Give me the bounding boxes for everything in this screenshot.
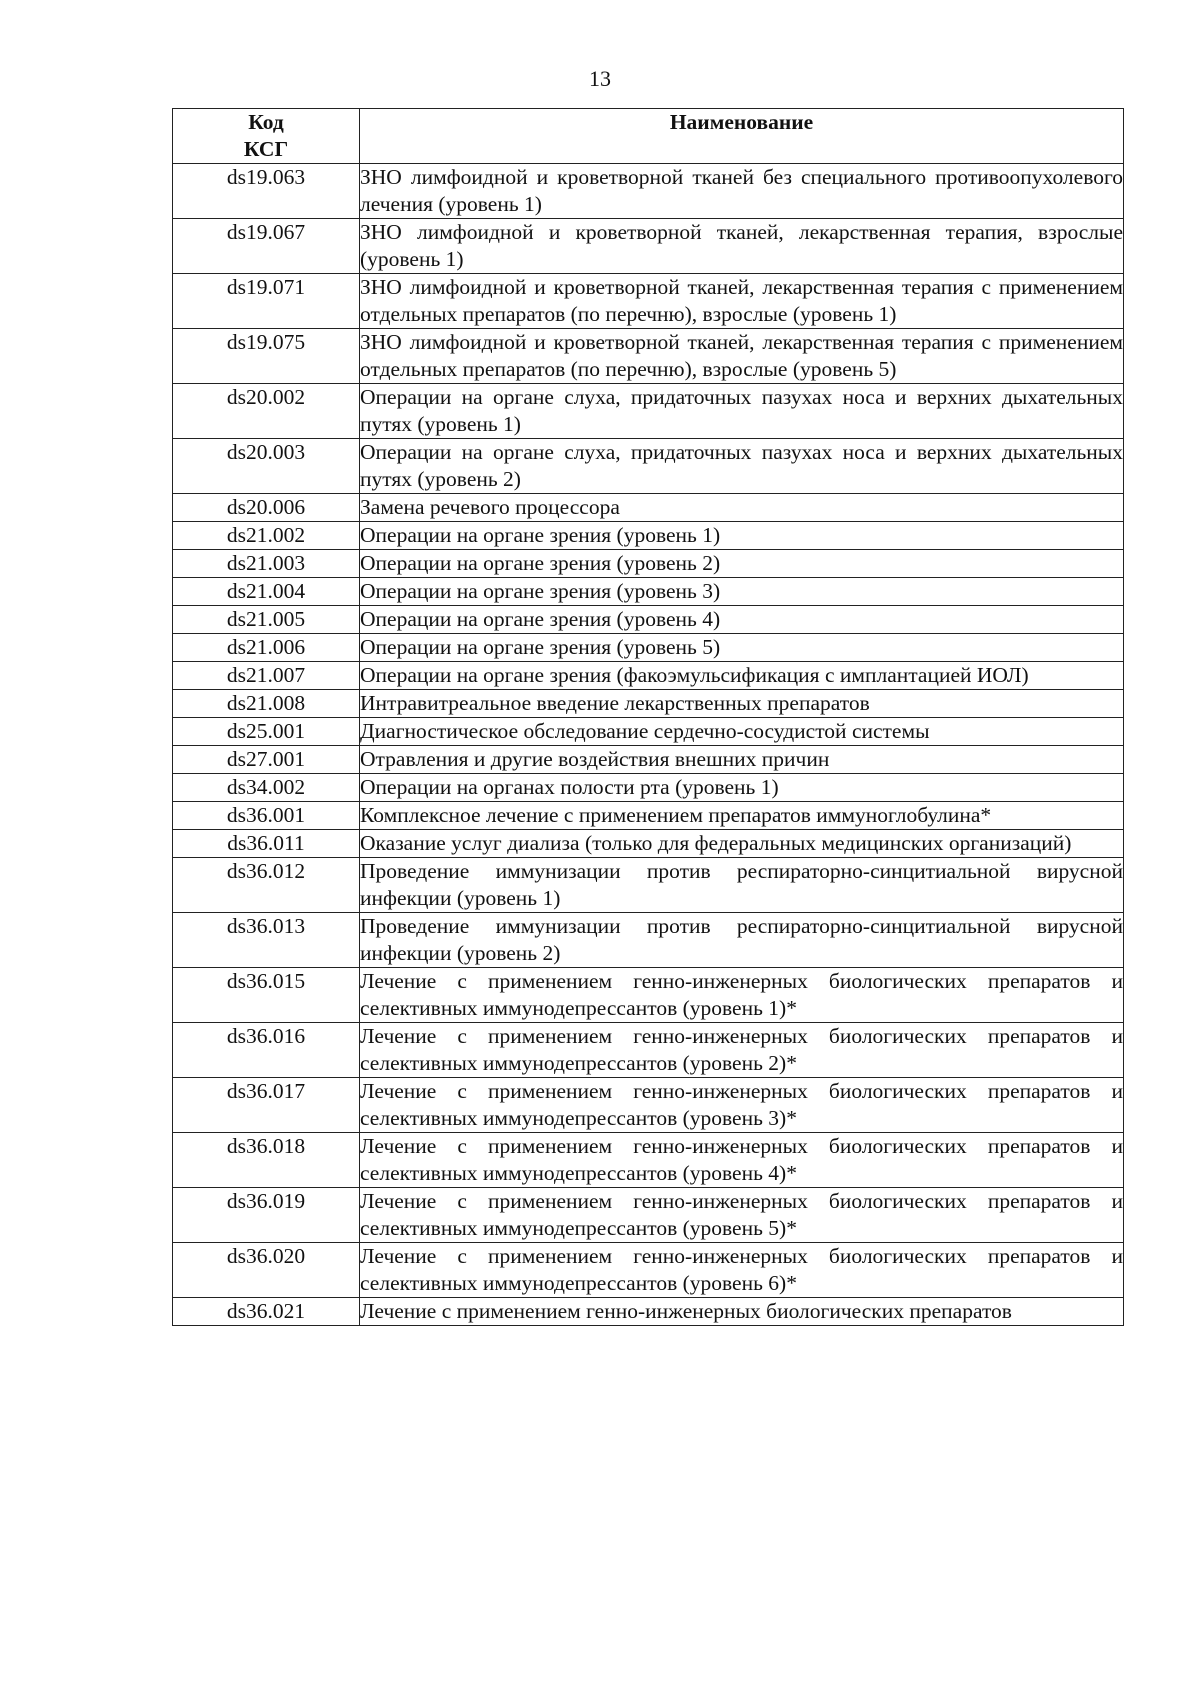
table-row bbox=[173, 746, 1124, 774]
table-row bbox=[173, 858, 1124, 913]
row-code: ds36.012 bbox=[173, 858, 360, 913]
row-name: ЗНО лимфоидной и кроветворной тканей, лекарственная терапия с применением отдельных препаратов (по перечню), взрослые (уровень 1) bbox=[360, 274, 1124, 329]
row-code: ds19.067 bbox=[173, 219, 360, 274]
page-number: 13 bbox=[589, 66, 611, 91]
row-code: ds27.001 bbox=[173, 746, 360, 774]
row-name: ЗНО лимфоидной и кроветворной тканей без специального противоопухолевого лечения (уровень 1) bbox=[360, 164, 1124, 219]
row-name: Операции на органах полости рта (уровень 1) bbox=[360, 774, 1124, 802]
row-code: ds19.063 bbox=[173, 164, 360, 219]
row-code: ds36.021 bbox=[173, 1298, 360, 1326]
table-row bbox=[173, 439, 1124, 494]
row-name: Операции на органе зрения (уровень 4) bbox=[360, 606, 1124, 634]
row-code: ds36.011 bbox=[173, 830, 360, 858]
table-row bbox=[173, 968, 1124, 1023]
row-code: ds36.016 bbox=[173, 1023, 360, 1078]
row-name: Операции на органе зрения (уровень 5) bbox=[360, 634, 1124, 662]
row-name: Операции на органе зрения (уровень 2) bbox=[360, 550, 1124, 578]
table-row bbox=[173, 578, 1124, 606]
row-code: ds25.001 bbox=[173, 718, 360, 746]
row-code: ds36.015 bbox=[173, 968, 360, 1023]
row-code: ds34.002 bbox=[173, 774, 360, 802]
row-name: Отравления и другие воздействия внешних причин bbox=[360, 746, 1124, 774]
header-code-line2: КСГ bbox=[243, 137, 289, 161]
row-name: Лечение с применением генно-инженерных биологических препаратов и селективных иммунодепрессантов (уровень 5)* bbox=[360, 1188, 1124, 1243]
table-row bbox=[173, 329, 1124, 384]
table-row bbox=[173, 274, 1124, 329]
row-name: Интравитреальное введение лекарственных препаратов bbox=[360, 690, 1124, 718]
row-code: ds36.013 bbox=[173, 913, 360, 968]
row-name: Операции на органе слуха, придаточных пазухах носа и верхних дыхательных путях (уровень 1) bbox=[360, 384, 1124, 439]
row-name: Лечение с применением генно-инженерных биологических препаратов и селективных иммунодепрессантов (уровень 2)* bbox=[360, 1023, 1124, 1078]
row-code: ds36.019 bbox=[173, 1188, 360, 1243]
table-row bbox=[173, 1078, 1124, 1133]
row-name: Проведение иммунизации против респираторно-синцитиальной вирусной инфекции (уровень 1) bbox=[360, 858, 1124, 913]
row-name: Операции на органе зрения (уровень 1) bbox=[360, 522, 1124, 550]
row-name: Операции на органе зрения (факоэмульсификация с имплантацией ИОЛ) bbox=[360, 662, 1124, 690]
row-name: ЗНО лимфоидной и кроветворной тканей, лекарственная терапия с применением отдельных препаратов (по перечню), взрослые (уровень 5) bbox=[360, 329, 1124, 384]
row-code: ds21.005 bbox=[173, 606, 360, 634]
row-code: ds19.075 bbox=[173, 329, 360, 384]
table-row bbox=[173, 550, 1124, 578]
table-row bbox=[173, 1243, 1124, 1298]
row-code: ds20.003 bbox=[173, 439, 360, 494]
table-row bbox=[173, 1023, 1124, 1078]
table-row bbox=[173, 634, 1124, 662]
table-row bbox=[173, 1133, 1124, 1188]
row-code: ds21.004 bbox=[173, 578, 360, 606]
table-row bbox=[173, 164, 1124, 219]
row-name: Лечение с применением генно-инженерных биологических препаратов и селективных иммунодепрессантов (уровень 4)* bbox=[360, 1133, 1124, 1188]
row-code: ds36.017 bbox=[173, 1078, 360, 1133]
row-code: ds36.018 bbox=[173, 1133, 360, 1188]
row-code: ds21.003 bbox=[173, 550, 360, 578]
table-row bbox=[173, 1298, 1124, 1326]
row-code: ds36.020 bbox=[173, 1243, 360, 1298]
table-row bbox=[173, 219, 1124, 274]
table-row bbox=[173, 522, 1124, 550]
table-row bbox=[173, 718, 1124, 746]
row-name: ЗНО лимфоидной и кроветворной тканей, лекарственная терапия, взрослые (уровень 1) bbox=[360, 219, 1124, 274]
header-code-line1: Код bbox=[248, 110, 284, 134]
row-name: Оказание услуг диализа (только для федеральных медицинских организаций) bbox=[360, 830, 1124, 858]
ksg-table bbox=[172, 108, 1124, 1326]
row-code: ds21.006 bbox=[173, 634, 360, 662]
row-code: ds36.001 bbox=[173, 802, 360, 830]
table-row bbox=[173, 662, 1124, 690]
table-row bbox=[173, 802, 1124, 830]
row-code: ds20.002 bbox=[173, 384, 360, 439]
row-code: ds21.008 bbox=[173, 690, 360, 718]
table-row bbox=[173, 384, 1124, 439]
row-name: Комплексное лечение с применением препаратов иммуноглобулина* bbox=[360, 802, 1124, 830]
row-name: Замена речевого процессора bbox=[360, 494, 1124, 522]
header-code bbox=[173, 109, 360, 164]
table-row bbox=[173, 494, 1124, 522]
table-row bbox=[173, 913, 1124, 968]
row-name: Лечение с применением генно-инженерных биологических препаратов и селективных иммунодепрессантов (уровень 1)* bbox=[360, 968, 1124, 1023]
row-name: Лечение с применением генно-инженерных биологических препаратов и селективных иммунодепрессантов (уровень 3)* bbox=[360, 1078, 1124, 1133]
row-name: Проведение иммунизации против респираторно-синцитиальной вирусной инфекции (уровень 2) bbox=[360, 913, 1124, 968]
header-name: Наименование bbox=[360, 109, 1124, 164]
table-row bbox=[173, 690, 1124, 718]
row-name: Операции на органе слуха, придаточных пазухах носа и верхних дыхательных путях (уровень 2) bbox=[360, 439, 1124, 494]
row-name: Операции на органе зрения (уровень 3) bbox=[360, 578, 1124, 606]
row-name: Диагностическое обследование сердечно-сосудистой системы bbox=[360, 718, 1124, 746]
row-code: ds19.071 bbox=[173, 274, 360, 329]
table-row bbox=[173, 1188, 1124, 1243]
row-code: ds20.006 bbox=[173, 494, 360, 522]
row-code: ds21.007 bbox=[173, 662, 360, 690]
table-row bbox=[173, 606, 1124, 634]
table-row bbox=[173, 830, 1124, 858]
table-header-row bbox=[173, 109, 1124, 164]
table-row bbox=[173, 774, 1124, 802]
row-code: ds21.002 bbox=[173, 522, 360, 550]
row-name: Лечение с применением генно-инженерных биологических препаратов и селективных иммунодепрессантов (уровень 6)* bbox=[360, 1243, 1124, 1298]
row-name: Лечение с применением генно-инженерных биологических препаратов bbox=[360, 1298, 1124, 1326]
